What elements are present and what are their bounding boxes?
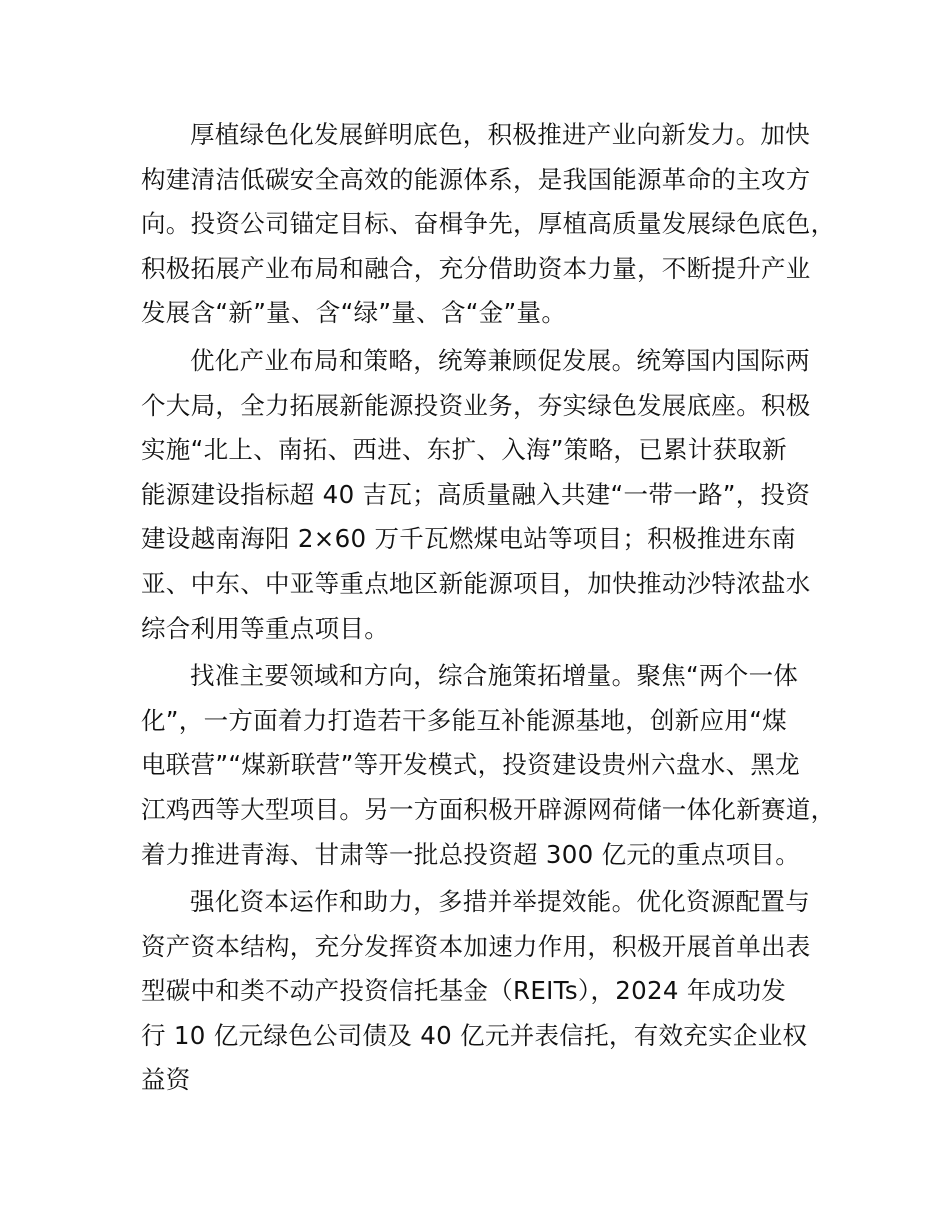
text-line: 找准主要领域和方向，综合施策拓增量。聚焦“两个一体 [190, 661, 799, 691]
text-line: 电联营”“煤新联营”等开发模式，投资建设贵州六盘水、黑龙 [141, 750, 800, 780]
text-line: 厚植绿色化发展鲜明底色，积极推进产业向新发力。加快 [190, 120, 810, 149]
text-line: 型碳中和类不动产投资信托基金（REITs），2024 年成功发 [141, 976, 787, 1006]
text-line: 强化资本运作和助力，多措并举提效能。优化资源配置与 [190, 887, 810, 917]
text-line: 构建清洁低碳安全高效的能源体系，是我国能源革命的主攻方 [141, 164, 811, 194]
text-line: 发展含“新”量、含“绿”量、含“金”量。 [141, 298, 567, 328]
text-line: 个大局，全力拓展新能源投资业务，夯实绿色发展底座。积极 [141, 390, 811, 420]
text-line: 着力推进青海、甘肃等一批总投资超 300 亿元的重点项目。 [141, 839, 801, 869]
text-line: 实施“北上、南拓、西进、东扩、入海”策略，已累计获取新 [141, 435, 787, 465]
paragraph [141, 113, 841, 336]
text-line: 优化产业布局和策略，统筹兼顾促发展。统筹国内国际两 [190, 345, 810, 375]
text-line: 亚、中东、中亚等重点地区新能源项目，加快推动沙特浓盐水 [141, 568, 811, 598]
paragraph [141, 339, 841, 651]
text-line: 能源建设指标超 40 吉瓦；高质量融入共建“一带一路”，投资 [141, 479, 811, 509]
paragraph [141, 654, 841, 877]
text-line: 向。投资公司锚定目标、奋楫争先，厚植高质量发展绿色底色， [141, 209, 836, 239]
text-line: 建设越南海阳 2×60 万千瓦燃煤电站等项目；积极推进东南 [141, 524, 797, 554]
text-line: 行 10 亿元绿色公司债及 40 亿元并表信托，有效充实企业权 [141, 1020, 808, 1050]
paragraph [141, 880, 841, 1103]
text-line: 资产资本结构，充分发挥资本加速力作用，积极开展首单出表 [141, 931, 811, 961]
text-line: 综合利用等重点项目。 [141, 613, 389, 643]
text-line: 化”，一方面着力打造若干多能互补能源基地，创新应用“煤 [141, 705, 787, 735]
text-line: 江鸡西等大型项目。另一方面积极开辟源网荷储一体化新赛道， [141, 794, 836, 824]
text-line: 益资 [141, 1065, 191, 1095]
document-body [141, 113, 841, 1106]
text-line: 积极拓展产业布局和融合，充分借助资本力量，不断提升产业 [141, 253, 811, 283]
